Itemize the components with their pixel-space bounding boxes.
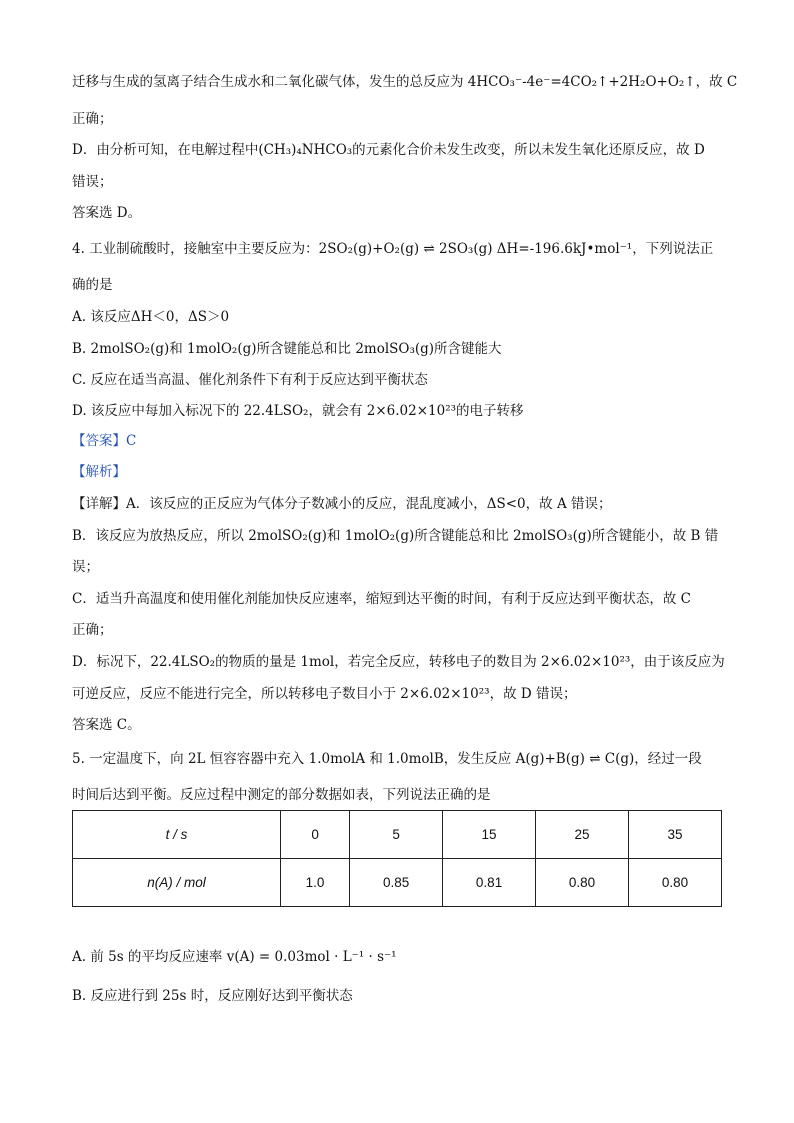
analysis-label: 【解析】 [72,464,126,480]
text-line: 可逆反应，反应不能进行完全，所以转移电子数目小于 2×6.02×10²³，故 D 错误； [72,686,577,702]
table-cell: 0.80 [536,859,629,907]
option-a: A. 前 5s 的平均反应速率 v(A) = 0.03mol · L⁻¹ · s⁻¹ [72,949,397,965]
text-line: D．由分析可知，在电解过程中(CH₃)₄NHCO₃的元素化合价未发生改变，所以未发生氧化还原反应，故 D [72,142,705,158]
text-line: 正确； [72,622,113,638]
text-line: D．标况下，22.4LSO₂的物质的量是 1mol，若完全反应，转移电子的数目为 2×6.02×10²³，由于该反应为 [72,654,725,670]
option-c: C. 反应在适当高温、催化剂条件下有利于反应达到平衡状态 [72,372,428,388]
text-line: 误； [72,559,99,575]
table-cell: 35 [629,811,722,859]
text-line: 确的是 [72,277,113,293]
option-a: A. 该反应ΔH＜0，ΔS＞0 [72,309,230,325]
table-cell: 0.81 [443,859,536,907]
text-line: 错误； [72,174,113,190]
table-header-cell: n(A) / mol [73,859,281,907]
option-b: B. 2molSO₂(g)和 1molO₂(g)所含键能总和比 2molSO₃(g)所含键能大 [72,341,502,357]
question-5-stem: 5. 一定温度下，向 2L 恒容容器中充入 1.0molA 和 1.0molB，发生反应 A(g)+B(g) ⇌ C(g)，经过一段 [72,751,702,767]
text-line: 正确； [72,111,113,127]
text-line: 答案选 D。 [72,205,142,221]
text-line: 时间后达到平衡。反应过程中测定的部分数据如表，下列说法正确的是 [72,787,491,803]
option-d: D. 该反应中每加入标况下的 22.4LSO₂，就会有 2×6.02×10²³的电子转移 [72,403,524,419]
table-cell: 5 [350,811,443,859]
question-4-stem: 4. 工业制硫酸时，接触室中主要反应为：2SO₂(g)+O₂(g) ⇌ 2SO₃(g) ΔH=-196.6kJ•mol⁻¹，下列说法正 [72,241,714,257]
table-cell: 15 [443,811,536,859]
table-row [73,859,722,907]
table-cell: 0.80 [629,859,722,907]
text-line: 迁移与生成的氢离子结合生成水和二氧化碳气体，发生的总反应为 4HCO₃⁻-4e⁻=4CO₂↑+2H₂O+O₂↑，故 C [72,74,738,90]
text-line: 【详解】A．该反应的正反应为气体分子数减小的反应，混乱度减小，ΔS<0，故 A 错误； [72,496,612,512]
answer-label: 【答案】C [72,433,137,449]
table-cell: 0 [281,811,350,859]
table-cell: 25 [536,811,629,859]
text-line: C．适当升高温度和使用催化剂能加快反应速率，缩短到达平衡的时间，有利于反应达到平衡状态，故 C [72,591,691,607]
table-cell: 0.85 [350,859,443,907]
text-line: 答案选 C。 [72,717,141,733]
data-table [72,810,722,907]
table-header-cell: t / s [73,811,281,859]
option-b: B. 反应进行到 25s 时，反应刚好达到平衡状态 [72,988,353,1004]
table-row [73,811,722,859]
table-cell: 1.0 [281,859,350,907]
text-line: B．该反应为放热反应，所以 2molSO₂(g)和 1molO₂(g)所含键能总和比 2molSO₃(g)所含键能小，故 B 错 [72,528,719,544]
